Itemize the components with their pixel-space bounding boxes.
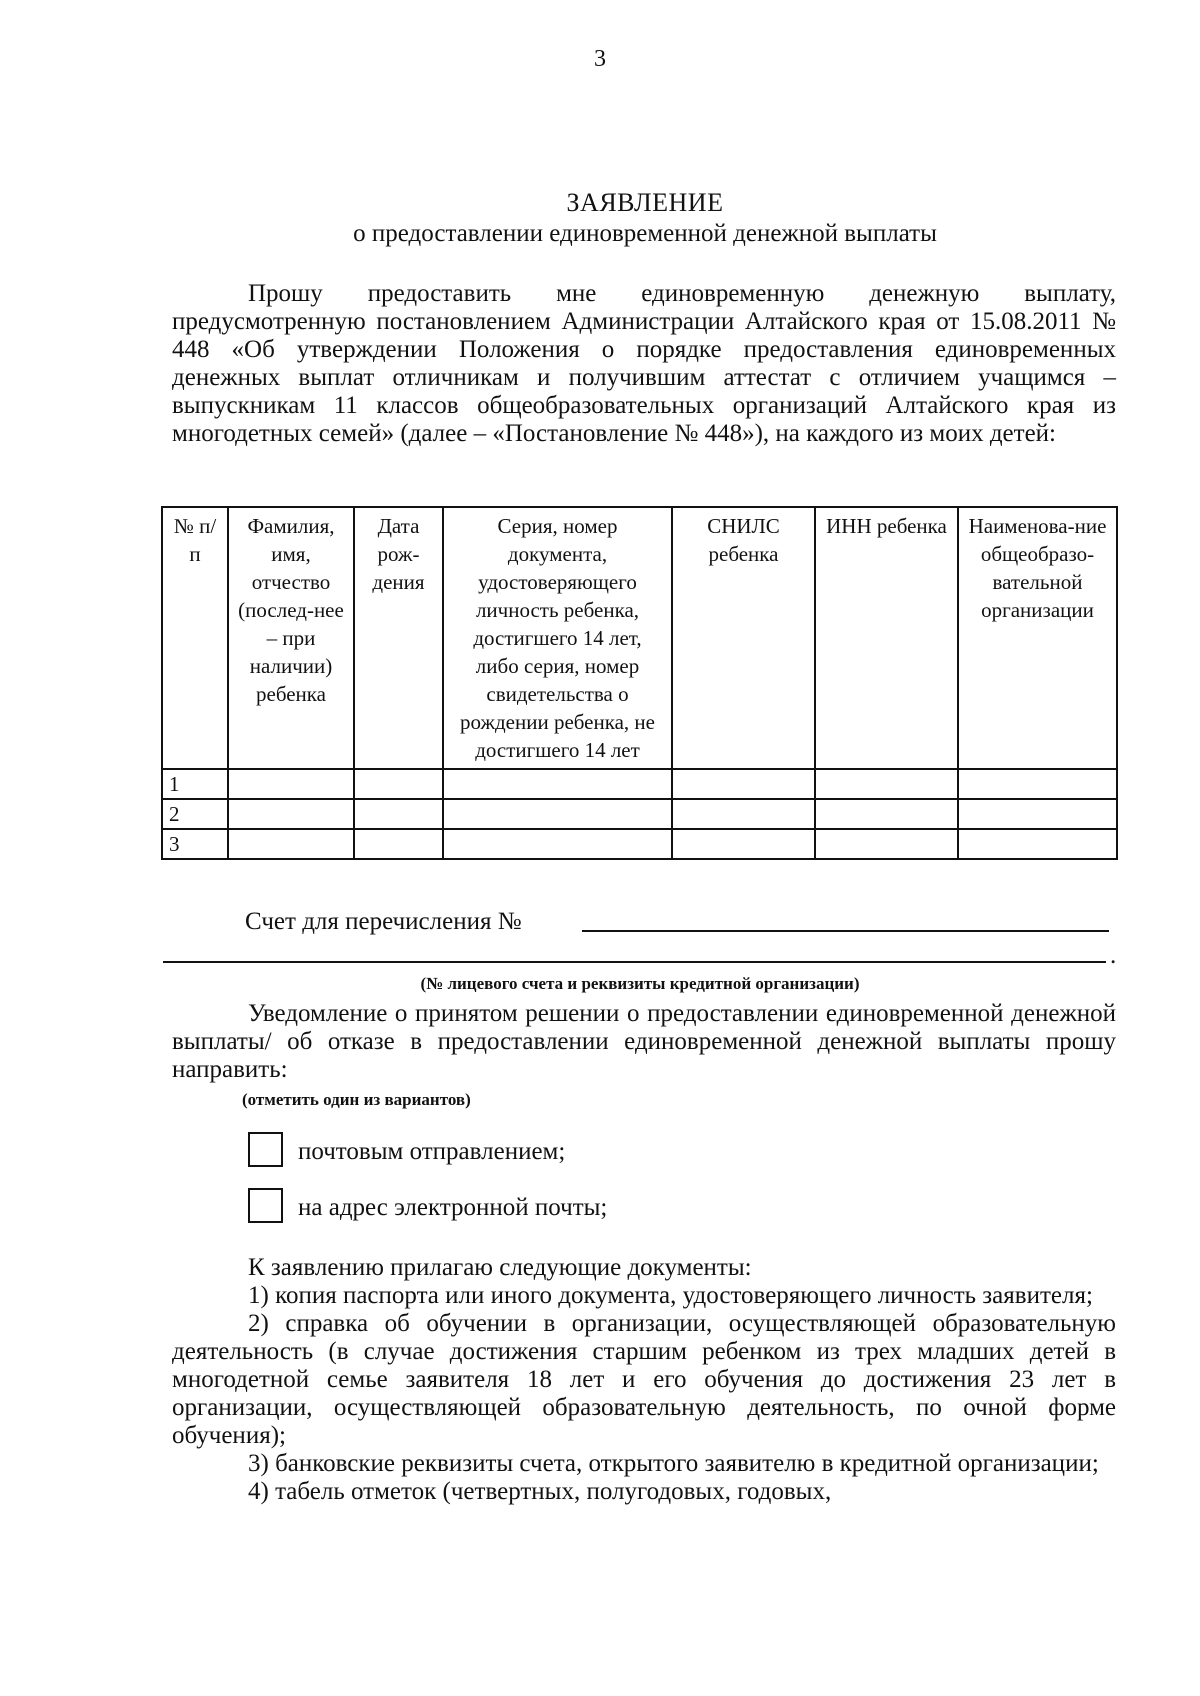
account-details-field[interactable] [163, 961, 1106, 963]
cell-snils[interactable] [672, 799, 815, 829]
attachment-item-text: 4) табель отметок (четвертных, полугодовых, годовых, [248, 1478, 832, 1505]
option-post-label: почтовым отправлением; [298, 1138, 566, 1165]
header-document: Серия, номер документа, удостоверяющего личность ребенка, достигшего 14 лет, либо серия, номер свидетельства о рождении ребенка, не достигшего 14 лет [443, 507, 672, 769]
table-row [162, 799, 1117, 829]
account-caption: (№ лицевого счета и реквизиты кредитной организации) [420, 974, 860, 993]
intro-text: Прошу предоставить мне единовременную денежную выплату, предусмотренную постановлением Администрации Алтайского края от 15.08.2011 № 448 «Об утверждении Положения о порядке предоставления единовременных денежных выплат отличникам и получившим аттестат с отличием учащимся – выпускникам 11 классов общеобразовательных организаций Алтайского края из многодетных семей» (далее – «Постановление № 448»), на каждого из моих детей: [172, 280, 1116, 447]
header-school: Наименова-ние общеобразо-вательной организации [958, 507, 1117, 769]
attachment-item [172, 1478, 1116, 1506]
account-end-mark: . [1110, 942, 1117, 969]
cell-document[interactable] [443, 829, 672, 859]
cell-birth-date[interactable] [354, 799, 443, 829]
header-full-name: Фамилия, имя, отчество (послед-нее – при наличии) ребенка [228, 507, 354, 769]
cell-document[interactable] [443, 799, 672, 829]
cell-school[interactable] [958, 799, 1117, 829]
header-birth-date: Дата рож-дения [354, 507, 443, 769]
attachment-item-text: 1) копия паспорта или иного документа, удостоверяющего личность заявителя; [248, 1282, 1093, 1309]
attachments-intro-text: К заявлению прилагаю следующие документы: [248, 1254, 752, 1281]
intro-paragraph [172, 280, 1116, 448]
row-number: 1 [162, 769, 228, 799]
page-number: 3 [594, 46, 606, 72]
attachment-item-text: 2) справка об обучении в организации, осуществляющей образовательную деятельность (в случае достижения старшим ребенком из трех младших детей в многодетной семье заявителя 18 лет и его обучения до достижения 23 лет в организации, осуществляющей образовательную деятельность, по очной форме обучения); [172, 1310, 1116, 1449]
cell-snils[interactable] [672, 829, 815, 859]
cell-birth-date[interactable] [354, 829, 443, 859]
choose-caption: (отметить один из вариантов) [242, 1090, 471, 1109]
document-title: ЗАЯВЛЕНИЕ [566, 188, 724, 217]
account-label: Счет для перечисления № [245, 908, 522, 935]
header-number: № п/п [162, 507, 228, 769]
attachment-item-text: 3) банковские реквизиты счета, открытого заявителю в кредитной организации; [248, 1450, 1099, 1477]
account-number-field[interactable] [582, 930, 1109, 932]
children-table [161, 506, 1118, 860]
table-header-row [162, 507, 1117, 769]
cell-birth-date[interactable] [354, 769, 443, 799]
notification-text: Уведомление о принятом решении о предоставлении единовременной денежной выплаты/ об отказе в предоставлении единовременной денежной выплаты прошу направить: [172, 1000, 1116, 1083]
cell-document[interactable] [443, 769, 672, 799]
cell-full-name[interactable] [228, 769, 354, 799]
attachment-item [172, 1282, 1116, 1310]
attachments-section [172, 1254, 1116, 1506]
attachment-item [172, 1310, 1116, 1450]
row-number: 3 [162, 829, 228, 859]
header-snils: СНИЛС ребенка [672, 507, 815, 769]
row-number: 2 [162, 799, 228, 829]
cell-full-name[interactable] [228, 829, 354, 859]
option-email-label: на адрес электронной почты; [298, 1194, 608, 1221]
cell-school[interactable] [958, 769, 1117, 799]
table-row [162, 769, 1117, 799]
cell-snils[interactable] [672, 769, 815, 799]
children-table-wrap [161, 506, 1116, 860]
notification-paragraph [172, 1000, 1116, 1084]
attachment-item [172, 1450, 1116, 1478]
header-inn: ИНН ребенка [815, 507, 958, 769]
checkbox-email[interactable] [248, 1188, 283, 1223]
checkbox-post[interactable] [248, 1132, 283, 1167]
cell-school[interactable] [958, 829, 1117, 859]
cell-full-name[interactable] [228, 799, 354, 829]
attachments-intro [172, 1254, 1116, 1282]
cell-inn[interactable] [815, 799, 958, 829]
cell-inn[interactable] [815, 769, 958, 799]
table-row [162, 829, 1117, 859]
document-subtitle: о предоставлении единовременной денежной выплаты [353, 220, 937, 247]
cell-inn[interactable] [815, 829, 958, 859]
